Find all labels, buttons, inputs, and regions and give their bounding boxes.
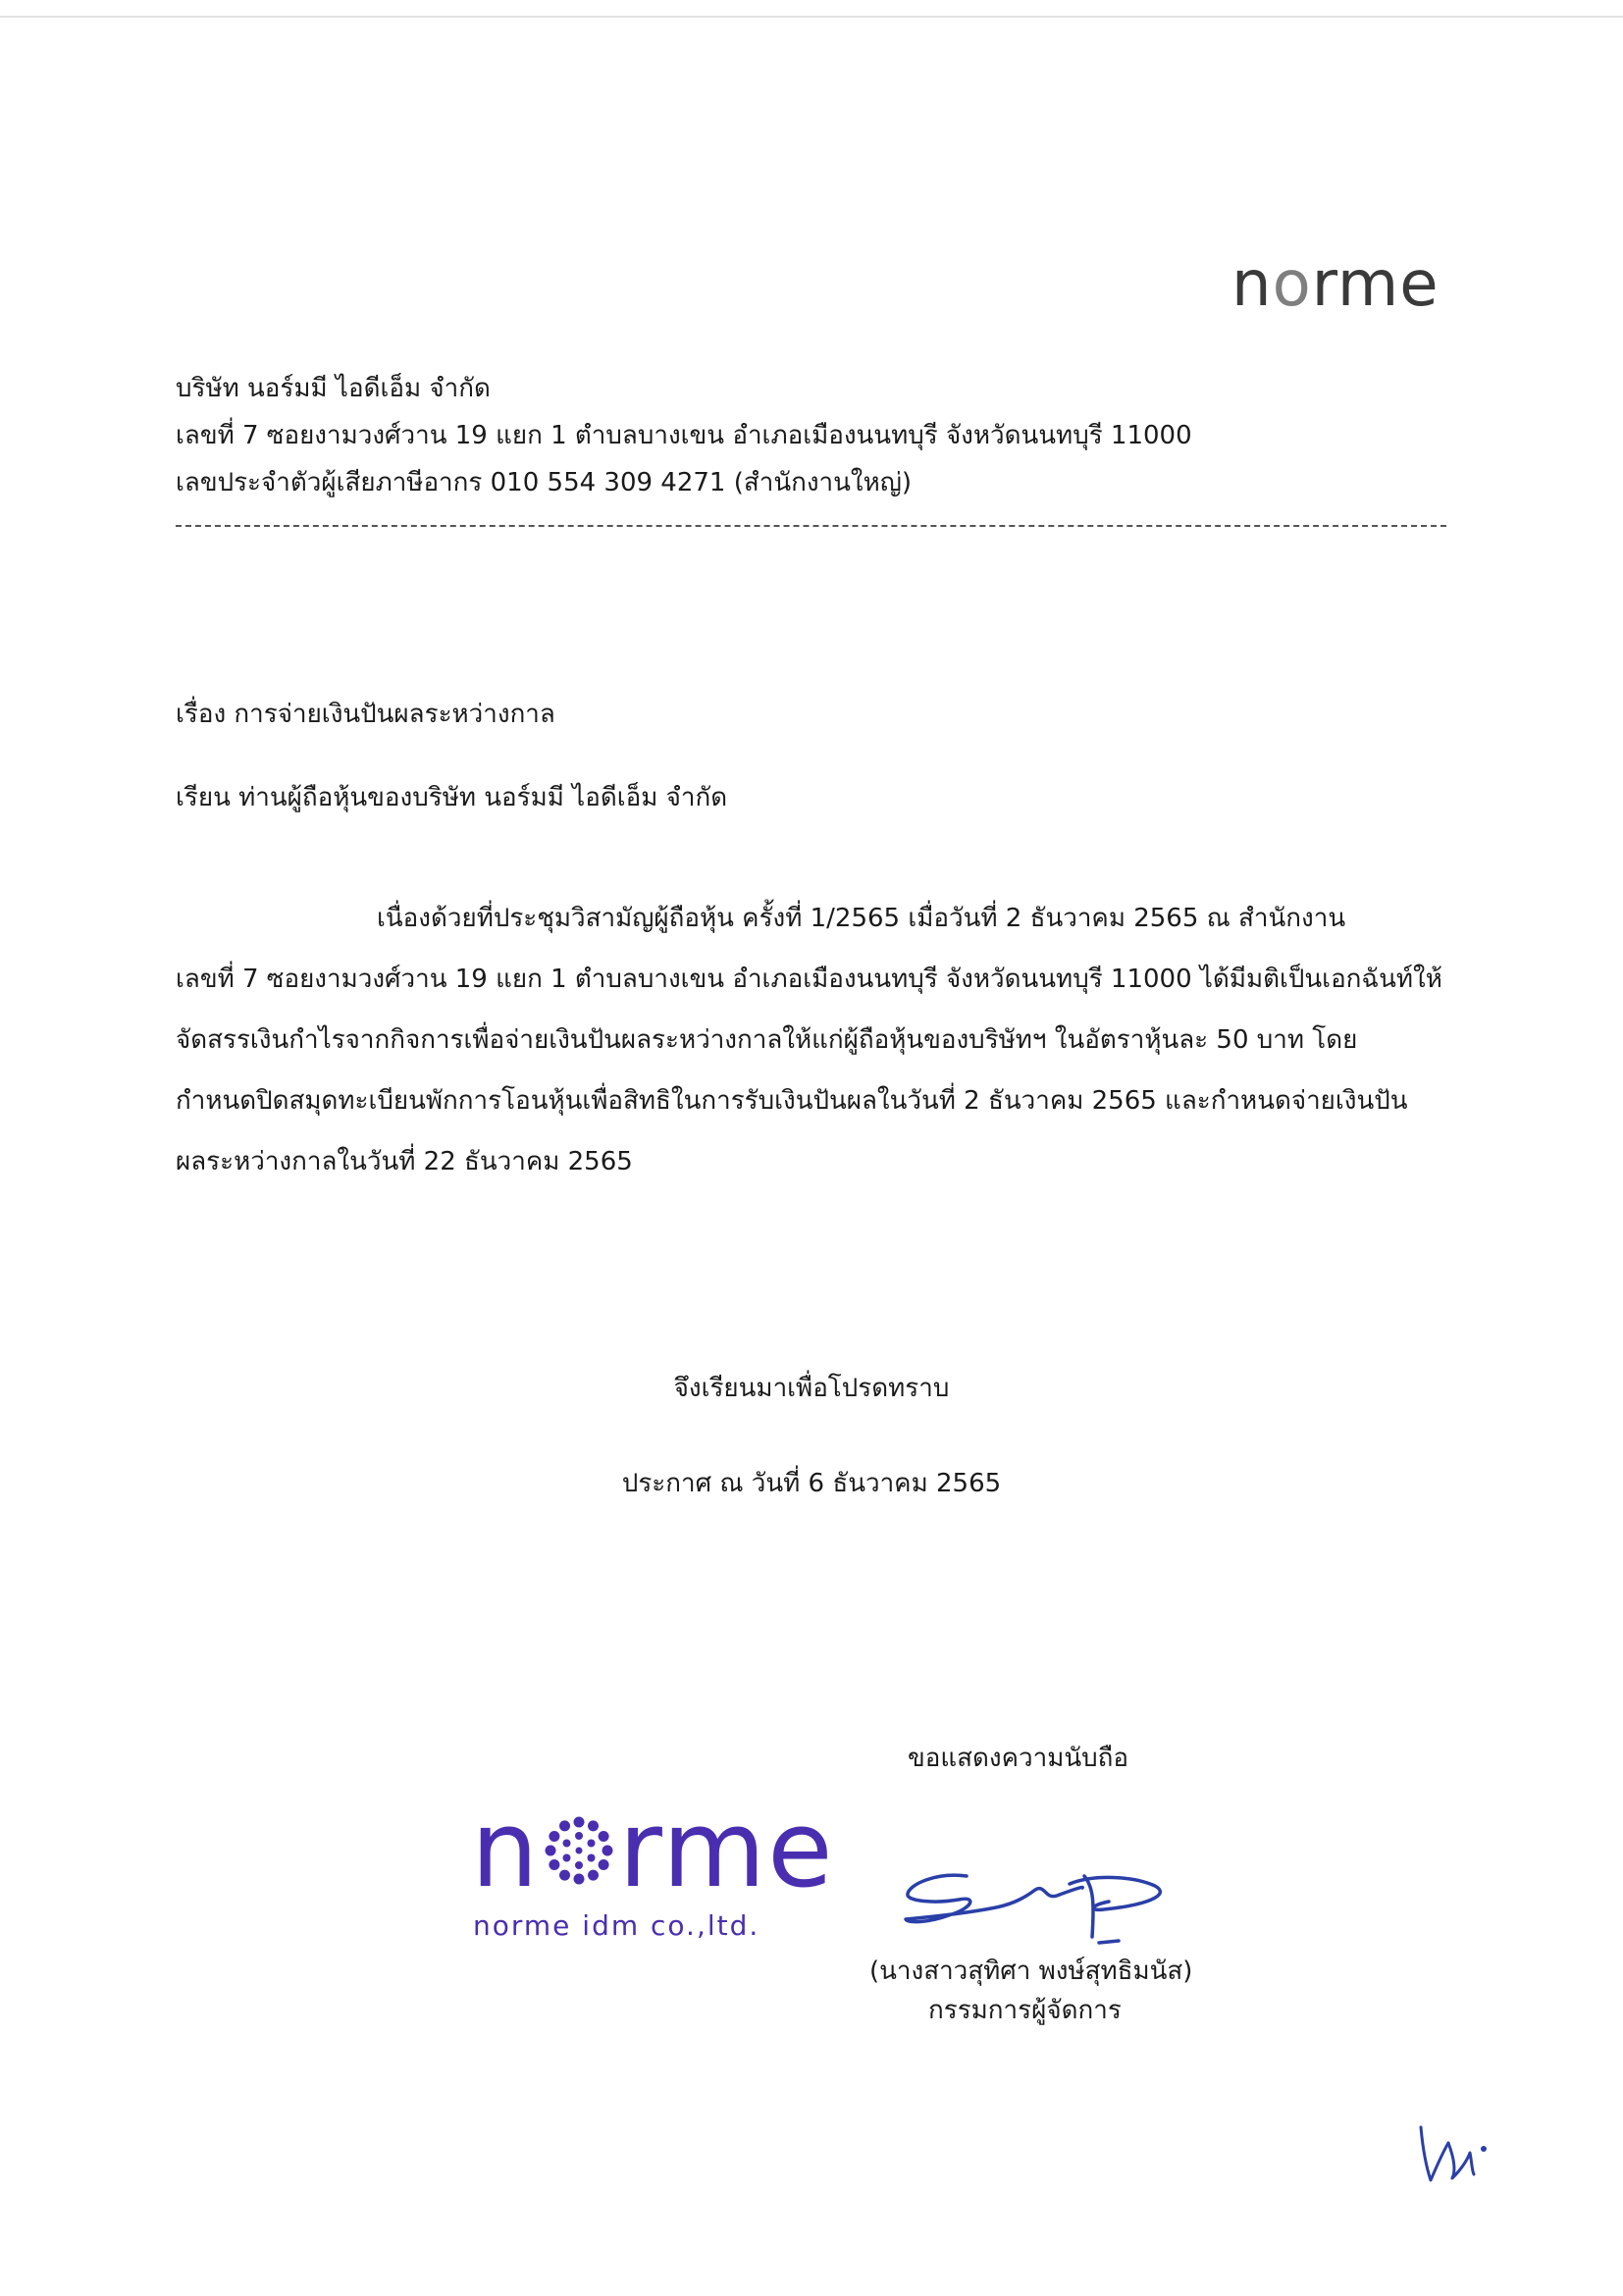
stamp-suffix: rme bbox=[618, 1789, 835, 1911]
initials-mark bbox=[1413, 2119, 1492, 2188]
company-name: บริษัท นอร์มมี ไอดีเอ็ม จำกัด bbox=[176, 374, 491, 403]
stamp-logo bbox=[471, 1789, 835, 1911]
logo-accent: o bbox=[1272, 248, 1312, 321]
body-line: เนื่องด้วยที่ประชุมวิสามัญผู้ถือหุ้น ครั้งที่ 1/2565 เมื่อวันที่ 2 ธันวาคม 2565 ณ สำนักงาน bbox=[377, 904, 1346, 933]
body-line: กำหนดปิดสมุดทะเบียนพักการโอนหุ้นเพื่อสิทธิในการรับเงินปันผลในวันที่ 2 ธันวาคม 2565 และกำหนดจ่ายเงินปัน bbox=[176, 1086, 1408, 1116]
body-line: เลขที่ 7 ซอยงามวงศ์วาน 19 แยก 1 ตำบลบางเขน อำเภอเมืองนนทบุรี จังหวัดนนทบุรี 11000 ได้มีมติเป็นเอกฉันท์ให้ bbox=[176, 965, 1442, 994]
company-logo bbox=[1231, 248, 1440, 321]
company-stamp bbox=[471, 1789, 835, 1942]
company-info bbox=[176, 365, 1192, 506]
flower-icon bbox=[544, 1815, 614, 1886]
company-tax-id: เลขประจำตัวผู้เสียภาษีอากร 010 554 309 4271 (สำนักงานใหญ่) bbox=[176, 468, 913, 497]
logo-prefix: n bbox=[1231, 248, 1273, 321]
signature bbox=[898, 1845, 1173, 1953]
letter-subject: เรื่อง การจ่ายเงินปันผลระหว่างกาล bbox=[176, 700, 555, 729]
stamp-prefix: n bbox=[471, 1789, 541, 1911]
stamp-subtitle: norme idm co.,ltd. bbox=[473, 1909, 760, 1942]
letter-greeting: เรียน ท่านผู้ถือหุ้นของบริษัท นอร์มมี ไอดีเอ็ม จำกัด bbox=[176, 783, 728, 812]
body-line: ผลระหว่างกาลในวันที่ 22 ธันวาคม 2565 bbox=[176, 1147, 633, 1176]
top-border-line bbox=[0, 16, 1623, 18]
signer-name: (นางสาวสุทิศา พงษ์สุทธิมนัส) bbox=[869, 1957, 1193, 1986]
closing-line: จึงเรียนมาเพื่อโปรดทราบ bbox=[673, 1374, 950, 1403]
logo-suffix: rme bbox=[1311, 248, 1440, 321]
regards-text: ขอแสดงความนับถือ bbox=[908, 1744, 1128, 1773]
dashed-divider bbox=[176, 525, 1446, 527]
company-address: เลขที่ 7 ซอยงามวงศ์วาน 19 แยก 1 ตำบลบางเขน อำเภอเมืองนนทบุรี จังหวัดนนทบุรี 11000 bbox=[176, 421, 1192, 450]
announce-date: ประกาศ ณ วันที่ 6 ธันวาคม 2565 bbox=[621, 1469, 1002, 1498]
body-line: จัดสรรเงินกำไรจากกิจการเพื่อจ่ายเงินปันผลระหว่างกาลให้แก่ผู้ถือหุ้นของบริษัทฯ ในอัตราหุ้นละ 50 บาท โดย bbox=[176, 1025, 1358, 1055]
signer-title: กรรมการผู้จัดการ bbox=[928, 1996, 1122, 2025]
letter-body bbox=[176, 888, 1451, 1192]
